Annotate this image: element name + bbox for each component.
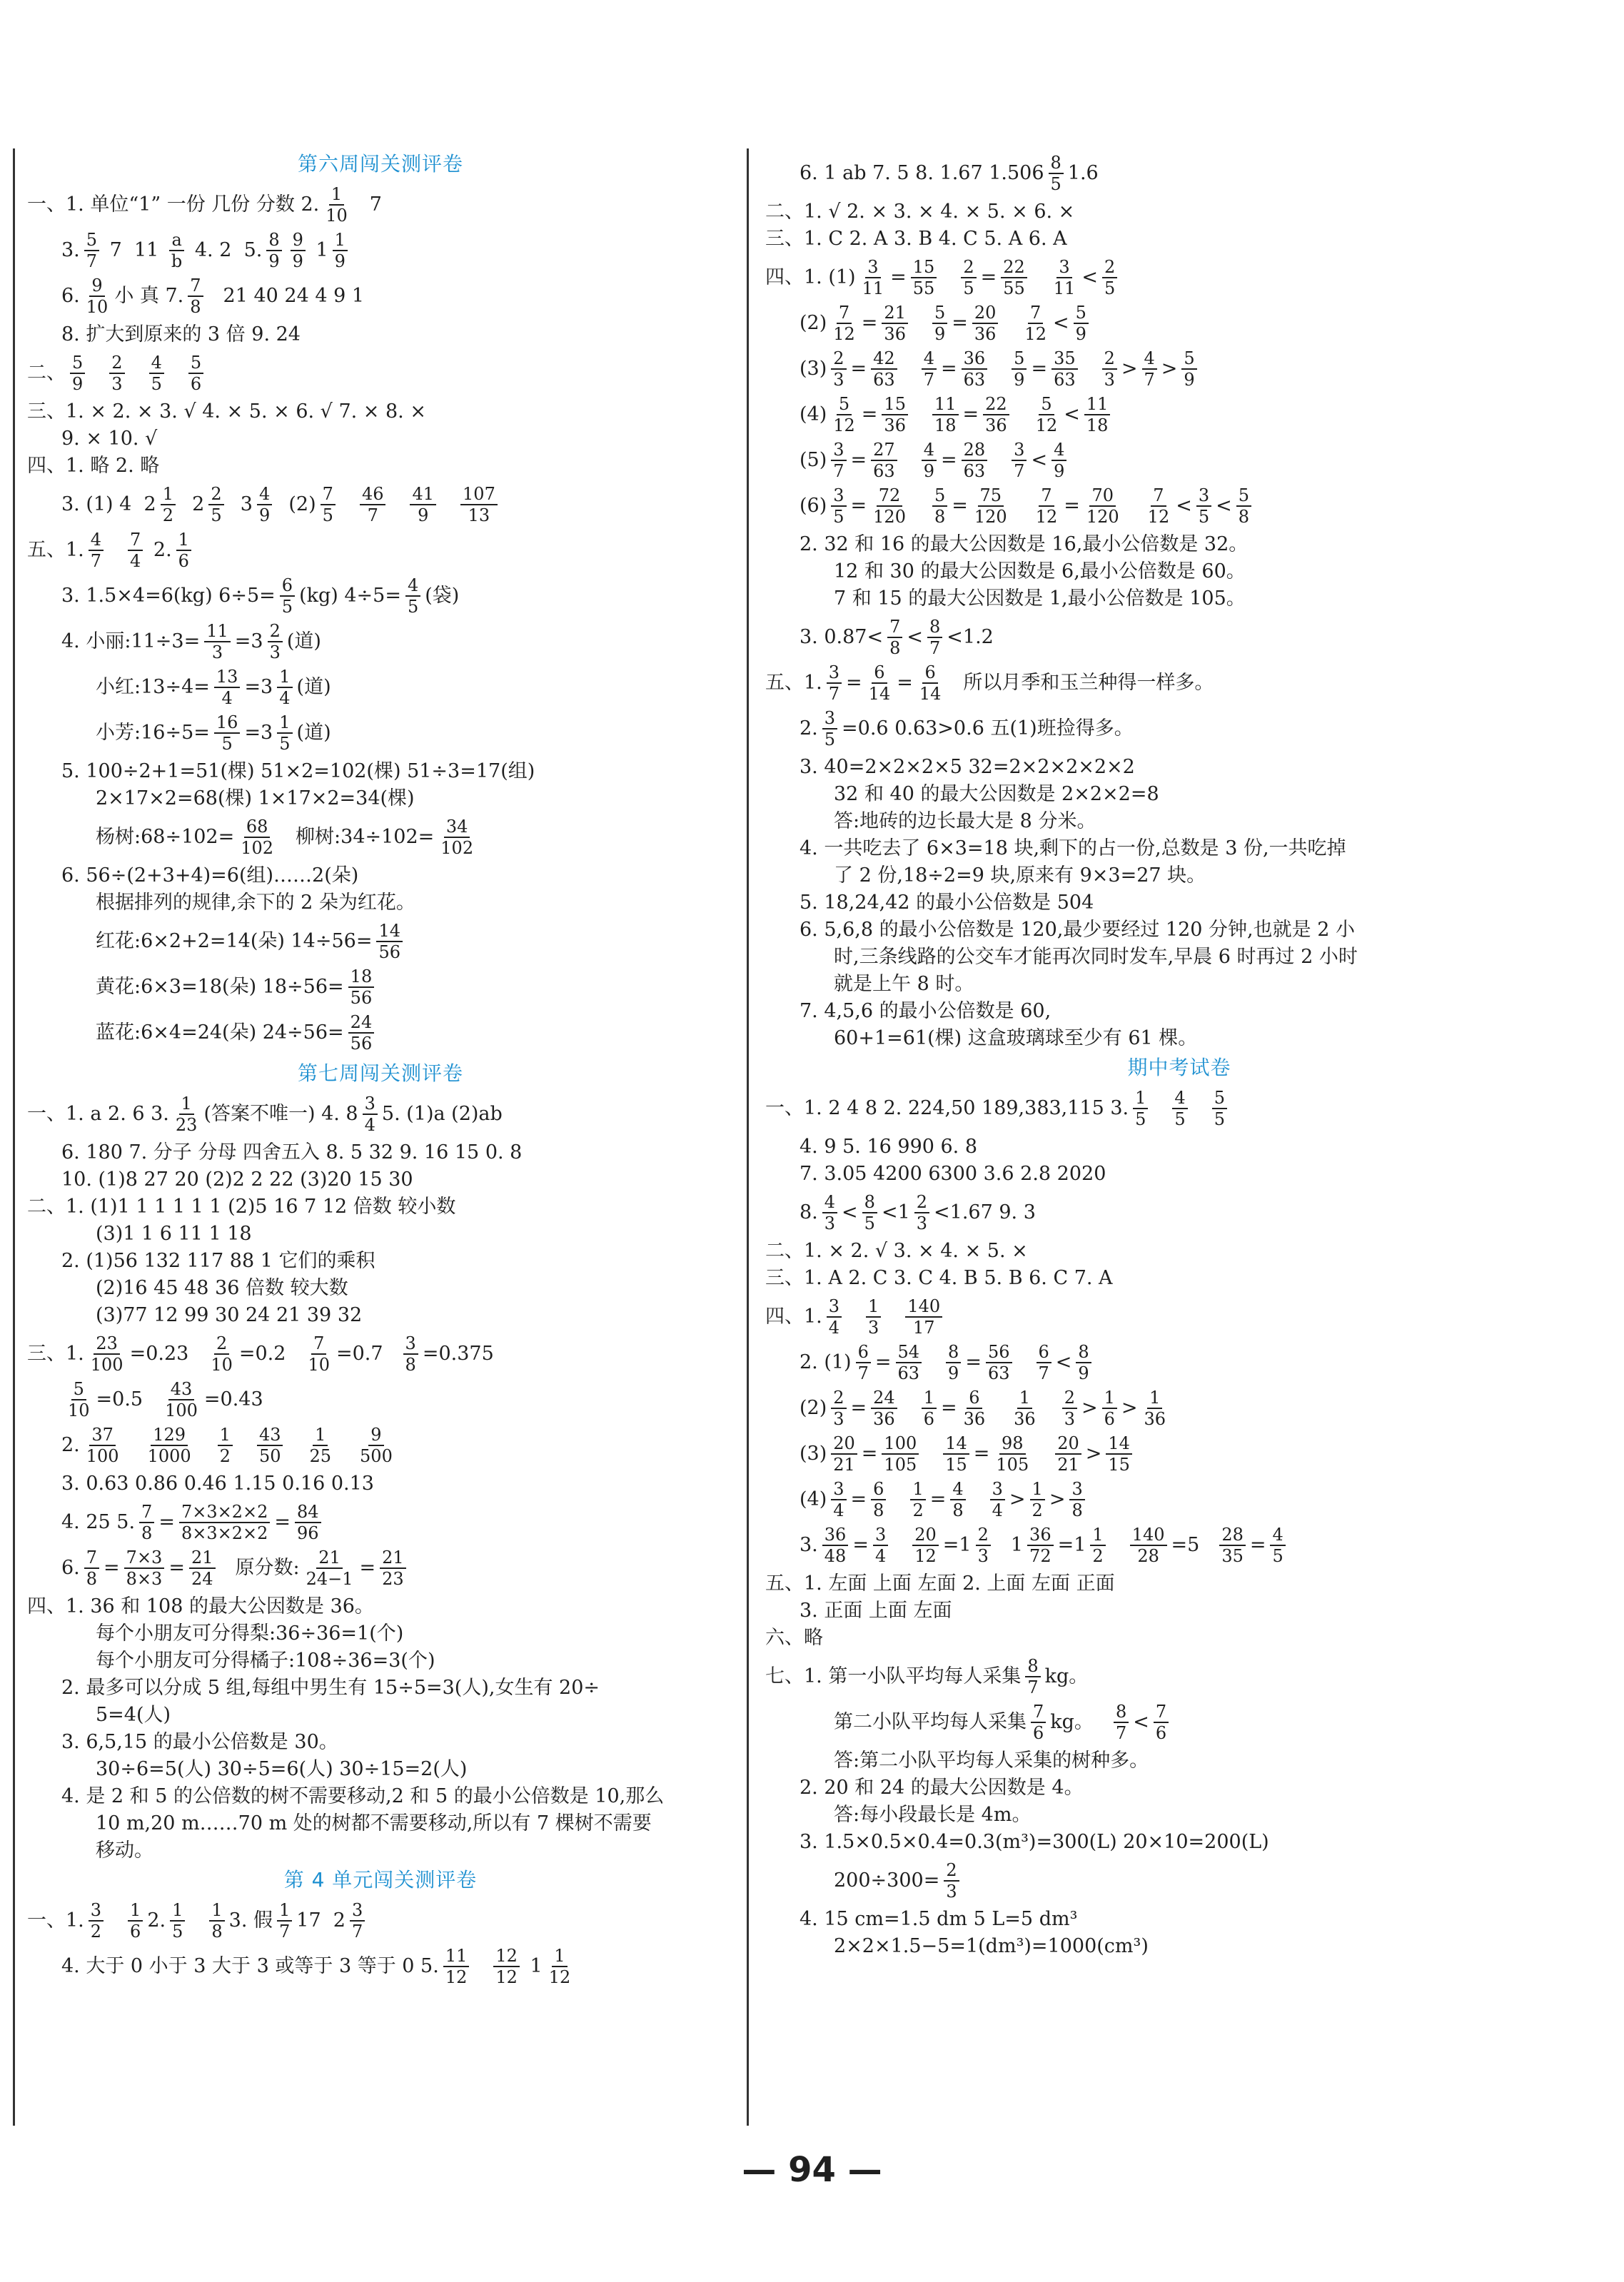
answer-line: 五、1. 左面 上面 左面 2. 上面 左面 正面 [765, 1572, 1115, 1595]
answer-line: 移动。 [96, 1839, 153, 1862]
column-divider [747, 148, 749, 2126]
answer-line: 5. 100÷2+1=51(棵) 51×2=102(棵) 51÷3=17(组) [61, 760, 535, 782]
section-title-unit4: 第 4 单元闯关测评卷 [283, 1868, 478, 1892]
answer-line: 一、1. a 2. 6 3. $\frac{1}{23}$ (答案不唯一) 4. 8 $\frac{3}{4}$ 5. (1)a (2)ab [27, 1094, 503, 1135]
answer-line: 二、1. √ 2. × 3. × 4. × 5. × 6. × [765, 201, 1075, 223]
answer-line: 答:地砖的边长最大是 8 分米。 [834, 810, 1096, 832]
answer-line: 60+1=61(棵) 这盒玻璃球至少有 61 棵。 [834, 1027, 1198, 1049]
answer-line: 4. 一共吃去了 6×3=18 块,剩下的占一份,总数是 3 份,一共吃掉 [800, 837, 1346, 859]
answer-line: 一、1. 单位“1” 一份 几份 分数 2. $\frac{1}{10}$ 7 [27, 184, 382, 226]
answer-line: 200÷300= $\frac{2}{3}$ [765, 1860, 1593, 1902]
answer-line: 答:每小段最长是 4m。 [834, 1804, 1032, 1826]
answer-line: 7. 4,5,6 的最小公倍数是 60, [800, 1000, 1051, 1022]
answer-line: (5) $\frac{3}{7}$ = $\frac{27}{63}$ $\frac{4}{9}$ = $\frac{28}{63}$ $\frac{3}{7}$ < $\frac{4}{9}$ [765, 440, 1593, 481]
answer-line: 3. 正面 上面 左面 [800, 1600, 952, 1622]
answer-line: 2. $\frac{3}{5}$ =0.6 0.63>0.6 五(1)班捡得多。 [800, 708, 1134, 749]
answer-line: 四、1. $\frac{3}{4}$ $\frac{1}{3}$ $\frac{140}{17}$ [765, 1296, 1593, 1338]
answer-line: 12 和 30 的最大公因数是 6,最小公倍数是 60。 [834, 560, 1246, 582]
answer-line: 3. 0.87< $\frac{7}{8}$ < $\frac{8}{7}$ <1.2 [800, 617, 994, 658]
answer-line: 一、1. $\frac{3}{2}$ $\frac{1}{6}$ 2. $\frac{1}{5}$ $\frac{1}{8}$ 3. 假 $\frac{1}{7}$ 17 2 $\frac{3}{7}$ [27, 1900, 734, 1942]
answer-line: 时,三条线路的公交车才能再次同时发车,早晨 6 时再过 2 小时 [834, 946, 1358, 968]
answer-line: 第二小队平均每人采集 $\frac{7}{6}$ kg。 $\frac{8}{7}$ < $\frac{7}{6}$ [765, 1702, 1593, 1743]
answer-line: 32 和 40 的最大公因数是 2×2×2=8 [834, 783, 1159, 805]
answer-line: 4. 25 5. $\frac{7}{8}$ = $\frac{7\times 3\times 2\times 2}{8\times 3\times 2\times 2}$ = $\frac{84}{96}$ [27, 1502, 734, 1543]
answer-line: 3. 1.5×0.5×0.4=0.3(m³)=300(L) 20×10=200(L) [800, 1831, 1269, 1853]
answer-line: 二、1. (1)1 1 1 1 1 1 (2)5 16 7 12 倍数 较小数 [27, 1196, 456, 1218]
right-column [765, 148, 1593, 1960]
page-number: — 94 — [742, 2150, 882, 2190]
answer-line: 3. $\frac{5}{7}$ 7 11 $\frac{a}{b}$ 4. 2 5. $\frac{8}{9}$ $\frac{9}{9}$ 1 $\frac{1}{9}$ [27, 230, 734, 271]
answer-line: 三、1. $\frac{23}{100}$ =0.23 $\frac{2}{10}$ =0.2 $\frac{7}{10}$ =0.7 $\frac{3}{8}$ =0.375 [27, 1333, 494, 1375]
answer-line: (3)1 1 6 11 1 18 [96, 1223, 252, 1245]
answer-line: 4. 小丽:11÷3= $\frac{11}{3}$ =3 $\frac{2}{3}$ (道) [61, 621, 321, 662]
answer-line: 杨树:68÷102= $\frac{68}{102}$ 柳树:34÷102= $\frac{34}{102}$ [96, 817, 474, 858]
answer-line: 根据排列的规律,余下的 2 朵为红花。 [96, 892, 415, 914]
answer-line: 2. $\frac{37}{100}$ $\frac{129}{1000}$ $\frac{1}{2}$ $\frac{43}{50}$ $\frac{1}{25}$ $\frac{9}{500}$ [61, 1425, 393, 1466]
left-column [27, 148, 734, 1991]
answer-line: (3) $\frac{20}{21}$ = $\frac{100}{105}$ $\frac{14}{15}$ = $\frac{98}{105}$ $\frac{20}{21}$ > $\frac{14}{15}$ [765, 1433, 1593, 1475]
answer-line: 四、1. 36 和 108 的最大公因数是 36。 [27, 1595, 374, 1617]
answer-line: 2. (1)56 132 117 88 1 它们的乘积 [61, 1250, 375, 1272]
answer-line: 2. 20 和 24 的最大公因数是 4。 [800, 1777, 1084, 1799]
answer-line: 2. 最多可以分成 5 组,每组中男生有 15÷5=3(人),女生有 20÷ [61, 1677, 600, 1699]
answer-line: 3. 40=2×2×2×5 32=2×2×2×2×2 [800, 756, 1135, 778]
answer-line: 五、1. $\frac{3}{7}$ = $\frac{6}{14}$ = $\frac{6}{14}$ 所以月季和玉兰种得一样多。 [765, 662, 1214, 704]
answer-line: 7. 3.05 4200 6300 3.6 2.8 2020 [800, 1163, 1106, 1185]
answer-line: 就是上午 8 时。 [834, 973, 974, 995]
answer-line: 小芳:16÷5= $\frac{16}{5}$ =3 $\frac{1}{5}$ (道) [96, 712, 331, 754]
answer-line: 6. 1 ab 7. 5 8. 1.67 1.506 $\frac{8}{5}$ 1.6 [800, 153, 1099, 194]
answer-line: (4) $\frac{3}{4}$ = $\frac{6}{8}$ $\frac{1}{2}$ = $\frac{4}{8}$ $\frac{3}{4}$ > $\frac{1}{2}$ > $\frac{3}{8}$ [765, 1479, 1593, 1520]
answer-line: 每个小朋友可分得梨:36÷36=1(个) [96, 1622, 404, 1645]
answer-line: (2)16 45 48 36 倍数 较大数 [96, 1277, 348, 1299]
answer-line: 7 和 15 的最大公因数是 1,最小公倍数是 105。 [834, 587, 1246, 610]
answer-line: $\frac{5}{10}$ =0.5 $\frac{43}{100}$ =0.43 [68, 1379, 263, 1420]
answer-line: 6. 5,6,8 的最小公倍数是 120,最少要经过 120 分钟,也就是 2 小 [800, 919, 1355, 941]
answer-line: 三、1. × 2. × 3. √ 4. × 5. × 6. √ 7. × 8. × [27, 400, 426, 423]
answer-line: 5=4(人) [96, 1704, 171, 1726]
answer-line: (4) $\frac{5}{12}$ = $\frac{15}{36}$ $\frac{11}{18}$ = $\frac{22}{36}$ $\frac{5}{12}$ < $\frac{11}{18}$ [765, 394, 1593, 435]
fraction: $\frac{1}{10}$ [326, 184, 348, 226]
answer-line: (3) $\frac{2}{3}$ = $\frac{42}{63}$ $\frac{4}{7}$ = $\frac{36}{63}$ $\frac{5}{9}$ = $\frac{35}{63}$ $\frac{2}{3}$ > $\frac{4}{7}$ > $\frac{5}{9}$ [765, 348, 1593, 390]
answer-line: (3)77 12 99 30 24 21 39 32 [96, 1304, 363, 1326]
answer-line: 三、1. C 2. A 3. B 4. C 5. A 6. A [765, 228, 1067, 250]
answer-line: 小红:13÷4= $\frac{13}{4}$ =3 $\frac{1}{4}$ (道) [96, 667, 331, 708]
answer-line: 30÷6=5(人) 30÷5=6(人) 30÷15=2(人) [96, 1758, 468, 1780]
answer-line: 3. 6,5,15 的最小公倍数是 30。 [61, 1731, 338, 1753]
answer-line: 6. $\frac{9}{10}$ 小 真 7. $\frac{7}{8}$ 21 40 24 4 9 1 [61, 276, 365, 317]
answer-line: 9. × 10. √ [61, 428, 158, 450]
section-title-midterm: 期中考试卷 [1127, 1056, 1231, 1079]
answer-line: 二、 $\frac{5}{9}$ $\frac{2}{3}$ $\frac{4}{5}$ $\frac{5}{6}$ [27, 353, 734, 394]
answer-line: 2×2×1.5−5=1(dm³)=1000(cm³) [834, 1935, 1149, 1957]
answer-line: 蓝花:6×4=24(朵) 24÷56= $\frac{24}{56}$ [27, 1012, 734, 1054]
answer-line: 2. (1) $\frac{6}{7}$ = $\frac{54}{63}$ $\frac{8}{9}$ = $\frac{56}{63}$ $\frac{6}{7}$ < $\frac{8}{9}$ [765, 1342, 1593, 1383]
answer-line: 一、1. 2 4 8 2. 224,50 189,383,115 3. $\frac{1}{5}$ $\frac{4}{5}$ $\frac{5}{5}$ [765, 1088, 1593, 1129]
answer-line: 4. 大于 0 小于 3 大于 3 或等于 3 等于 0 5. $\frac{11}{12}$ $\frac{12}{12}$ 1 $\frac{1}{12}$ [61, 1946, 571, 1987]
answer-line: 3. (1) 4 2 $\frac{1}{2}$ 2 $\frac{2}{5}$ 3 $\frac{4}{9}$ (2) $\frac{7}{5}$ $\frac{46}{7}$ $\frac{41}{9}$ $\frac{107}{13}$ [27, 484, 734, 525]
left-margin-rule [13, 148, 15, 2126]
answer-line: 8. 扩大到原来的 3 倍 9. 24 [61, 323, 301, 345]
section-title-week6: 第六周闯关测评卷 [297, 152, 463, 176]
answer-line: 六、略 [765, 1627, 823, 1649]
answer-line: 4. 9 5. 16 990 6. 8 [800, 1136, 978, 1158]
answer-line: 三、1. A 2. C 3. C 4. B 5. B 6. C 7. A [765, 1267, 1113, 1289]
answer-line: 3. 1.5×4=6(kg) 6÷5= $\frac{6}{5}$ (kg) 4÷5= $\frac{4}{5}$ (袋) [61, 575, 460, 617]
answer-line: (2) $\frac{7}{12}$ = $\frac{21}{36}$ $\frac{5}{9}$ = $\frac{20}{36}$ $\frac{7}{12}$ < $\frac{5}{9}$ [765, 303, 1593, 344]
answer-line: 6. 56÷(2+3+4)=6(组)……2(朵) [61, 864, 359, 887]
answer-line: (2) $\frac{2}{3}$ = $\frac{24}{36}$ $\frac{1}{6}$ = $\frac{6}{36}$ $\frac{1}{36}$ $\frac{2}{3}$ > $\frac{1}{6}$ > $\frac{1}{36}$ [800, 1388, 1166, 1429]
answer-line: 8. $\frac{4}{3}$ < $\frac{8}{5}$ <1 $\frac{2}{3}$ <1.67 9. 3 [800, 1192, 1036, 1233]
answer-line: 5. 18,24,42 的最小公倍数是 504 [800, 892, 1094, 914]
section-title-week7: 第七周闯关测评卷 [297, 1061, 463, 1085]
answer-line: 10. (1)8 27 20 (2)2 2 22 (3)20 15 30 [61, 1168, 413, 1191]
answer-line: 2×17×2=68(棵) 1×17×2=34(棵) [96, 787, 415, 809]
answer-line: 答:第二小队平均每人采集的树种多。 [834, 1750, 1149, 1772]
answer-line: 二、1. × 2. √ 3. × 4. × 5. × [765, 1240, 1028, 1262]
answer-line: 4. 15 cm=1.5 dm 5 L=5 dm³ [800, 1908, 1078, 1930]
answer-line: 五、1. $\frac{4}{7}$ $\frac{7}{4}$ 2. $\frac{1}{6}$ [27, 530, 734, 571]
answer-line: 6. 180 7. 分子 分母 四舍五入 8. 5 32 9. 16 15 0. 8 [61, 1141, 523, 1163]
answer-line: 七、1. 第一小队平均每人采集 $\frac{8}{7}$ kg。 [765, 1656, 1089, 1697]
answer-line: 红花:6×2+2=14(朵) 14÷56= $\frac{14}{56}$ [27, 921, 734, 962]
answer-line: 4. 是 2 和 5 的公倍数的树不需要移动,2 和 5 的最小公倍数是 10,那么 [61, 1785, 665, 1807]
answer-line: (6) $\frac{3}{5}$ = $\frac{72}{120}$ $\frac{5}{8}$ = $\frac{75}{120}$ $\frac{7}{12}$ = $\frac{70}{120}$ $\frac{7}{12}$ < $\frac{3}{5}$ < $\frac{5}{8}$ [765, 485, 1593, 527]
answer-line: 10 m,20 m……70 m 处的树都不需要移动,所以有 7 棵树不需要 [96, 1812, 652, 1834]
answer-line: 四、1. (1) $\frac{3}{11}$ = $\frac{15}{55}$ $\frac{2}{5}$ = $\frac{22}{55}$ $\frac{3}{11}$ < $\frac{2}{5}$ [765, 257, 1593, 298]
answer-line: 了 2 份,18÷2=9 块,原来有 9×3=27 块。 [834, 864, 1206, 887]
answer-line: 每个小朋友可分得橘子:108÷36=3(个) [96, 1650, 435, 1672]
answer-line: 四、1. 略 2. 略 [27, 455, 160, 477]
answer-line: 2. 32 和 16 的最大公因数是 16,最小公倍数是 32。 [800, 533, 1249, 555]
answer-line: 3. 0.63 0.86 0.46 1.15 0.16 0.13 [61, 1473, 374, 1495]
answer-line: 6. $\frac{7}{8}$ = $\frac{7\times 3}{8\times 3}$ = $\frac{21}{24}$ 原分数: $\frac{21}{24-1}$ = $\frac{21}{23}$ [27, 1548, 734, 1589]
answer-line: 3. $\frac{36}{48}$ = $\frac{3}{4}$ $\frac{20}{12}$ =1 $\frac{2}{3}$ 1 $\frac{36}{72}$ =1 $\frac{1}{2}$ $\frac{140}{28}$ =5 $\frac{28}{35}$ = $\frac{4}{5}$ [765, 1525, 1593, 1566]
answer-line: 黄花:6×3=18(朵) 18÷56= $\frac{18}{56}$ [27, 966, 734, 1008]
